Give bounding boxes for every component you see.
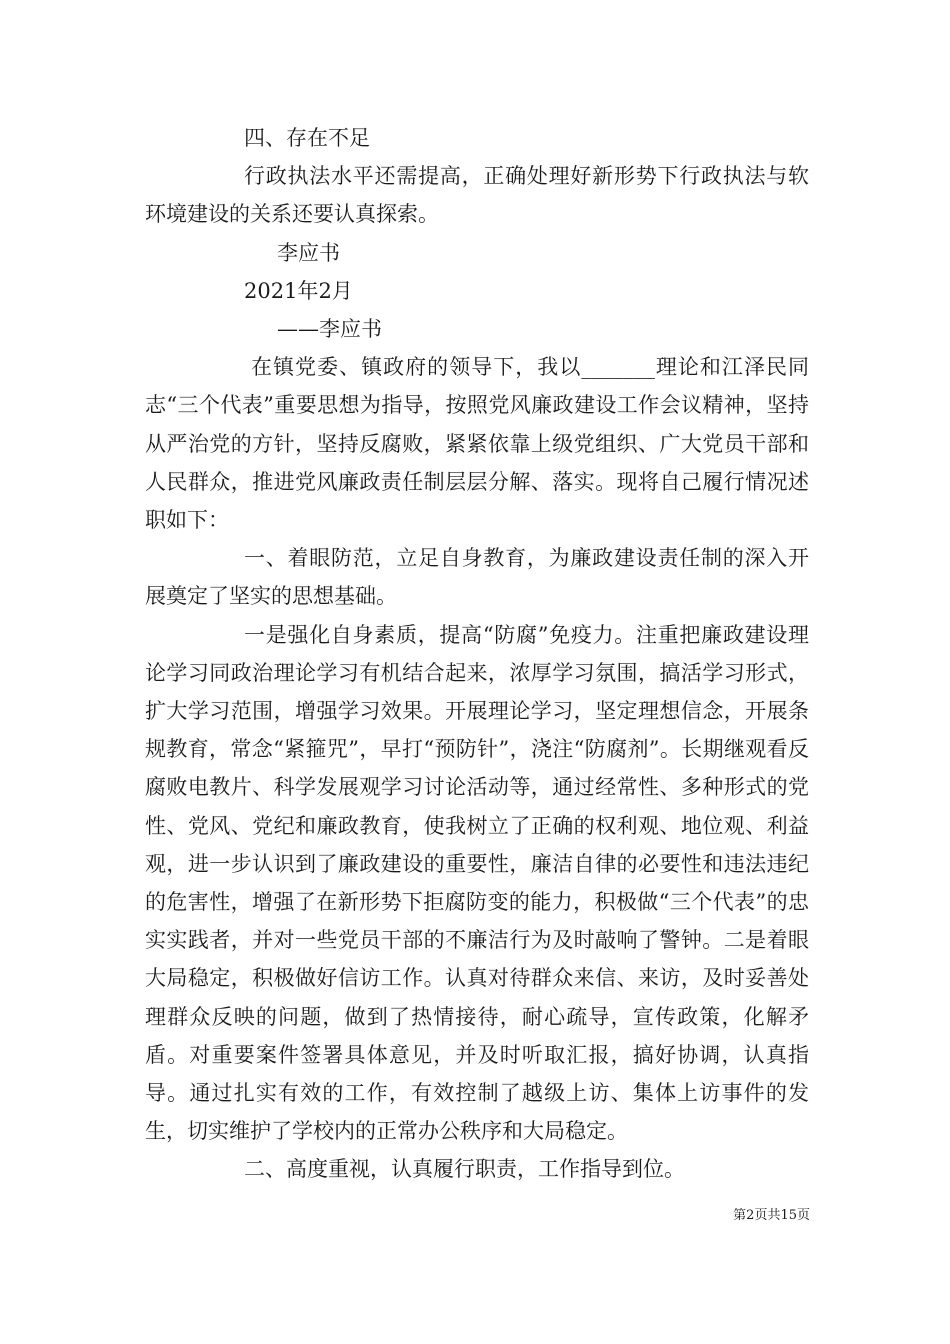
intro-paragraph: 在镇党委、镇政府的领导下，我以_______理论和江泽民同志“三个代表”重要思想为指导，按照党风廉政建设工作会议精神，坚持从严治党的方针，坚持反腐败，紧紧依靠上级党组织、广大党员干部和人民群众，推进党风廉政责任制层层分解、落实。现将自己履行情况述职如下： — [145, 355, 809, 533]
signature-date: 2021年2月 — [244, 278, 353, 303]
dash-name: ——李应书 — [277, 317, 382, 342]
page-number-footer: 第2页共15页 — [733, 1208, 810, 1223]
section-two-heading: 二、高度重视，认真履行职责，工作指导到位。 — [244, 1157, 685, 1182]
section-four-heading: 四、存在不足 — [244, 126, 370, 150]
document-body — [145, 119, 809, 1189]
section-four-body: 行政执法水平还需提高，正确处理好新形势下行政执法与软环境建设的关系还要认真探索。 — [145, 164, 809, 227]
section-one-heading: 一、着眼防范，立足自身教育，为廉政建设责任制的深入开展奠定了坚实的思想基础。 — [145, 546, 809, 609]
signature-name: 李应书 — [277, 240, 340, 265]
section-one-body: 一是强化自身素质，提高“防腐”免疫力。注重把廉政建设理论学习同政治理论学习有机结合起来，浓厚学习氛围，搞活学习形式，扩大学习范围，增强学习效果。开展理论学习，坚定理想信念，开展条规教育，常念“紧箍咒”，早打“预防针”，浇注“防腐剂”。长期继观看反腐败电教片、科学发展观学习讨论活动等，通过经常性、多种形式的党性、党风、党纪和廉政教育，使我树立了正确的权利观、地位观、利益观，进一步认识到了廉政建设的重要性，廉洁自律的必要性和违法违纪的危害性，增强了在新形势下拒腐防变的能力，积极做“三个代表”的忠实实践者，并对一些党员干部的不廉洁行为及时敲响了警钟。二是着眼大局稳定，积极做好信访工作。认真对待群众来信、来访，及时妥善处理群众反映的问题，做到了热情接待，耐心疏导，宣传政策，化解矛盾。对重要案件签署具体意见，并及时听取汇报，搞好协调，认真指导。通过扎实有效的工作，有效控制了越级上访、集体上访事件的发生，切实维护了学校内的正常办公秩序和大局稳定。 — [145, 622, 809, 1144]
